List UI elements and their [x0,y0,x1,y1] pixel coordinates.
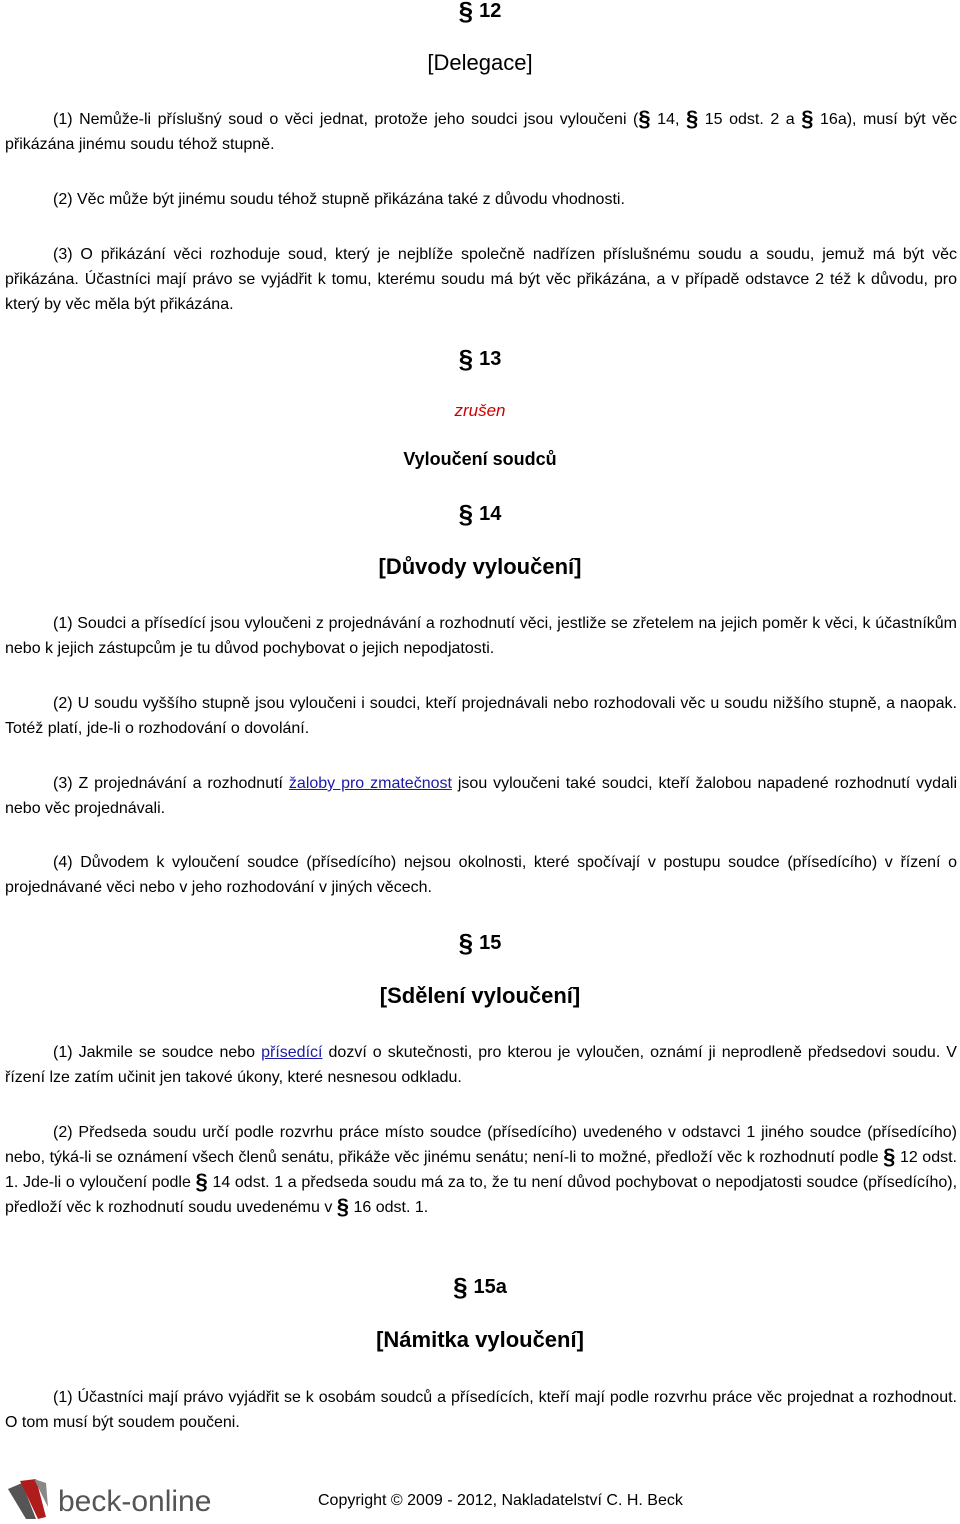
paragraph-sign-icon: § [638,106,651,131]
section-14-title: [Důvody vyloučení] [378,554,582,579]
section-12-paragraph-2: (2) Věc může být jinému soudu téhož stupně přikázána také z důvodu vhodnosti. [53,191,625,208]
section-12-paragraph-3: (3) O přikázání věci rozhoduje soud, který je nejblíže společně nadřízen příslušnému soudu a soudu, jemuž má být věc přikázána. Účastníci mají právo se vyjádřit k tomu, kterému soudu má být věc přikázána, a v případě odstavce 2 též k důvodu, pro který by věc měla být přikázána. [5,246,957,313]
section-14-paragraph-1: (1) Soudci a přísedící jsou vyloučeni z projednávání a rozhodnutí věci, jestliže se zřetelem na jejich poměr k věci, k účastníkům nebo k jejich zástupcům je tu důvod pochybovat o jejich nepodjatosti. [5,615,957,657]
paragraph-sign-icon: § [336,1194,350,1219]
section-14-heading [0,499,960,530]
section-number: 15a [473,1276,507,1298]
paragraph-sign-icon: § [801,106,814,131]
section-15-paragraph-1: (1) Jakmile se soudce nebo přísedící dozví o skutečnosti, pro kterou je vyloučen, oznámí ji neprodleně předsedovi soudu. V řízení lze zatím učinit jen takové úkony, které nesnesou odkladu. [5,1044,957,1086]
link-prisedici[interactable]: přísedící [261,1044,323,1061]
paragraph-sign-icon: § [685,106,699,131]
link-zaloby-pro-zmatecnost[interactable]: žaloby pro zmatečnost [288,775,452,792]
section-number: 13 [479,348,502,370]
section-number: 14 [479,503,502,525]
section-15-heading [0,928,960,959]
paragraph-sign-icon: § [195,1169,208,1194]
paragraph-sign-icon: § [458,344,474,374]
paragraph-sign-icon: § [458,928,474,958]
section-12-title: [Delegace] [427,50,533,75]
section-15a-paragraph-1: (1) Účastníci mají právo vyjádřit se k osobám soudců a přísedících, kteří mají podle rozvrhu práce věc projednat a rozhodnout. O tom musí být soudem poučeni. [5,1389,957,1431]
paragraph-sign-icon: § [458,499,474,529]
section-12-heading [0,0,960,27]
section-14-paragraph-2: (2) U soudu vyššího stupně jsou vyloučeni i soudci, kteří projednávali nebo rozhodovali věc u soudu nižšího stupně, a naopak. Totéž platí, jde-li o rozhodování o dovolání. [5,695,957,737]
beck-logo-mark-icon [8,1479,48,1519]
section-12-paragraph-1: (1) Nemůže-li příslušný soud o věci jednat, protože jeho soudci jsou vyloučeni (§ 14, § 15 odst. 2 a § 16a), musí být věc přikázána jinému soudu téhož stupně. [5,106,958,153]
section-15a-title: [Námitka vyloučení] [376,1327,584,1352]
copyright-notice: Copyright © 2009 - 2012, Nakladatelství C. H. Beck [318,1492,683,1509]
paragraph-sign-icon: § [458,0,474,26]
section-13-heading [0,344,960,375]
logo-wordmark: beck-online [58,1485,212,1518]
paragraph-sign-icon: § [453,1272,468,1302]
section-15-paragraph-2: (2) Předseda soudu určí podle rozvrhu práce místo soudce (přísedícího) uvedeného v odstavci 1 jiného soudce (přísedícího) nebo, týká-li se oznámení všech členů senátu, přikáže věc jinému senátu; není-li to možné, předloží věc k rozhodnutí podle § 12 odst. 1. Jde-li o vyloučení podle § 14 odst. 1 a předseda soudu má za to, že tu není důvod pochybovat o nepodjatosti soudce (přísedícího), předloží věc k rozhodnutí soudu uvedenému v § 16 odst. 1. [5,1124,958,1219]
section-14-paragraph-4: (4) Důvodem k vyloučení soudce (přísedícího) nejsou okolnosti, které spočívají v postupu soudce (přísedícího) v řízení o projednávané věci nebo v jeho rozhodování v jiných věcech. [5,854,957,896]
part-heading: Vyloučení soudců [403,449,557,469]
section-number: 15 [479,932,502,954]
beck-online-logo [6,1477,256,1521]
repealed-status: zrušen [454,401,506,420]
section-14-paragraph-3: (3) Z projednávání a rozhodnutí žaloby pro zmatečnost jsou vyloučeni také soudci, kteří žalobou napadené rozhodnutí vydali nebo věc projednávali. [5,775,958,817]
section-number: 12 [479,0,502,22]
section-15-title: [Sdělení vyloučení] [379,983,581,1008]
section-15a-heading [0,1272,960,1303]
paragraph-sign-icon: § [883,1144,896,1169]
